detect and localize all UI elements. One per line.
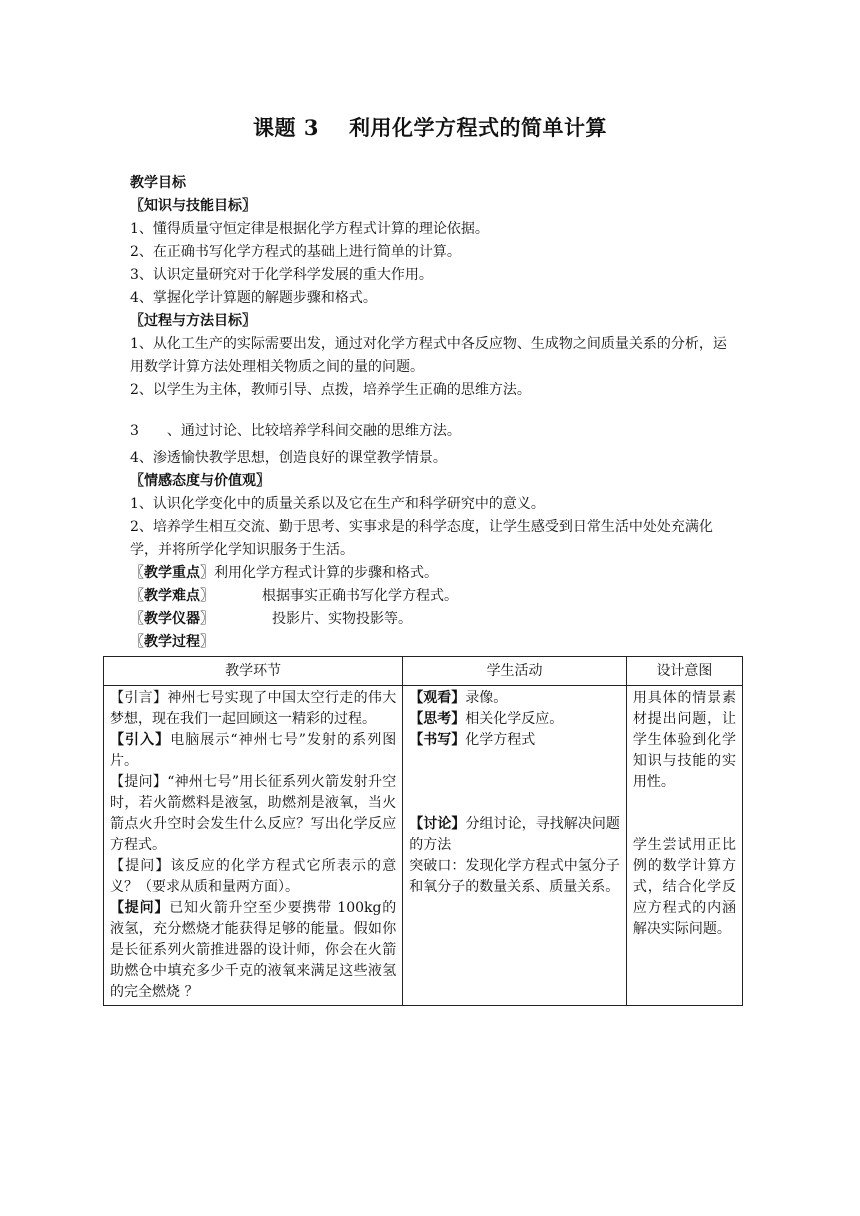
activity-write: 【书写】化学方程式 [409, 732, 536, 748]
lesson-number: 课题 3 [253, 115, 319, 140]
intent-1: 用具体的情景素材提出问题，让学生体验到化学知识与技能的实用性。 [632, 690, 736, 790]
page-title [0, 112, 860, 142]
step-lead-in: 【引入】电脑展示“神州七号”发射的系列图片。 [110, 732, 397, 769]
key-point-text: 利用化学方程式计算的步骤和格式。 [214, 565, 438, 581]
process-goals-label: 〖过程与方法目标〗 [130, 313, 256, 329]
key-point-label: 教学重点 [144, 565, 200, 581]
lesson-body [130, 172, 740, 654]
table-row [104, 686, 743, 1006]
activity-watch: 【观看】录像。 [409, 690, 508, 706]
equipment-row: 〖教学仪器〗 投影片、实物投影等。 [130, 611, 412, 627]
process-goal-1: 1、从化工生产的实际需要出发，通过对化学方程式中各反应物、生成物之间质量关系的分析，运用数学计算方法处理相关物质之间的量的问题。 [130, 336, 727, 375]
knowledge-goal-1: 1、懂得质量守恒定律是根据化学方程式计算的理论依据。 [130, 221, 489, 237]
step-intro: 【引言】神州七号实现了中国太空行走的伟大梦想，现在我们一起回顾这一精彩的过程。 [110, 690, 397, 727]
knowledge-goal-2: 2、在正确书写化学方程式的基础上进行简单的计算。 [130, 244, 461, 260]
emotion-goals-label: 〖情感态度与价值观〗 [130, 473, 270, 489]
header-student-activity: 学生活动 [403, 657, 627, 686]
key-point-row: 〖教学重点〗利用化学方程式计算的步骤和格式。 [130, 565, 438, 581]
knowledge-goal-3: 3、认识定量研究对于化学科学发展的重大作用。 [130, 267, 433, 283]
process-goal-2: 2、以学生为主体，教师引导、点拨，培养学生正确的思维方法。 [130, 382, 531, 398]
knowledge-goals-label: 〖知识与技能目标〗 [130, 198, 256, 214]
difficulty-label: 教学难点 [144, 588, 200, 604]
process-heading-label: 教学过程 [144, 634, 200, 650]
emotion-goal-2: 2、培养学生相互交流、勤于思考、实事求是的科学态度，让学生感受到日常生活中处处充满化学，并将所学化学知识服务于生活。 [130, 519, 713, 558]
step-question-1: 【提问】“神州七号”用长征系列火箭发射升空时，若火箭燃料是液氢，助燃剂是液氧，当火箭点火升空时会发生什么反应？写出化学反应方程式。 [110, 774, 397, 853]
activity-breakthrough: 突破口：发现化学方程式中氢分子和氧分子的数量关系、质量关系。 [409, 858, 620, 895]
equipment-label: 教学仪器 [144, 611, 200, 627]
step-question-3: 【提问】已知火箭升空至少要携带 100kg的液氢，充分燃烧才能获得足够的能量。假如你是长征系列火箭推进器的设计师，你会在火箭助燃仓中填充多少千克的液氧来满足这些液氢的完全燃烧 ？ [110, 900, 397, 1000]
lesson-title: 利用化学方程式的简单计算 [348, 115, 607, 140]
equipment-text: 投影片、实物投影等。 [272, 611, 412, 627]
header-teaching-step: 教学环节 [104, 657, 403, 686]
table-header-row [104, 657, 743, 686]
goals-heading: 教学目标 [130, 175, 186, 191]
process-goal-4: 4、渗透愉快教学思想，创造良好的课堂教学情景。 [130, 450, 447, 466]
student-activity-cell [403, 686, 627, 1006]
step-question-2: 【提问】该反应的化学方程式它所表示的意义？（要求从质和量两方面）。 [110, 858, 397, 895]
intent-2: 学生尝试用正比例的数学计算方式，结合化学反应方程式的内涵解决实际问题。 [632, 837, 736, 937]
difficulty-text: 根据事实正确书写化学方程式。 [262, 588, 458, 604]
knowledge-goal-4: 4、掌握化学计算题的解题步骤和格式。 [130, 290, 377, 306]
emotion-goal-1: 1、认识化学变化中的质量关系以及它在生产和科学研究中的意义。 [130, 496, 545, 512]
header-design-intent: 设计意图 [626, 657, 742, 686]
activity-think: 【思考】相关化学反应。 [409, 711, 564, 727]
teaching-process-table [103, 656, 743, 1006]
activity-discuss: 【讨论】分组讨论，寻找解决问题的方法 [409, 816, 620, 853]
teaching-step-cell [104, 686, 403, 1006]
difficulty-row: 〖教学难点〗 根据事实正确书写化学方程式。 [130, 588, 458, 604]
design-intent-cell [626, 686, 742, 1006]
process-goal-3: 3 、通过讨论、比较培养学科间交融的思维方法。 [130, 423, 461, 439]
process-heading-row: 〖教学过程〗 [130, 634, 214, 650]
